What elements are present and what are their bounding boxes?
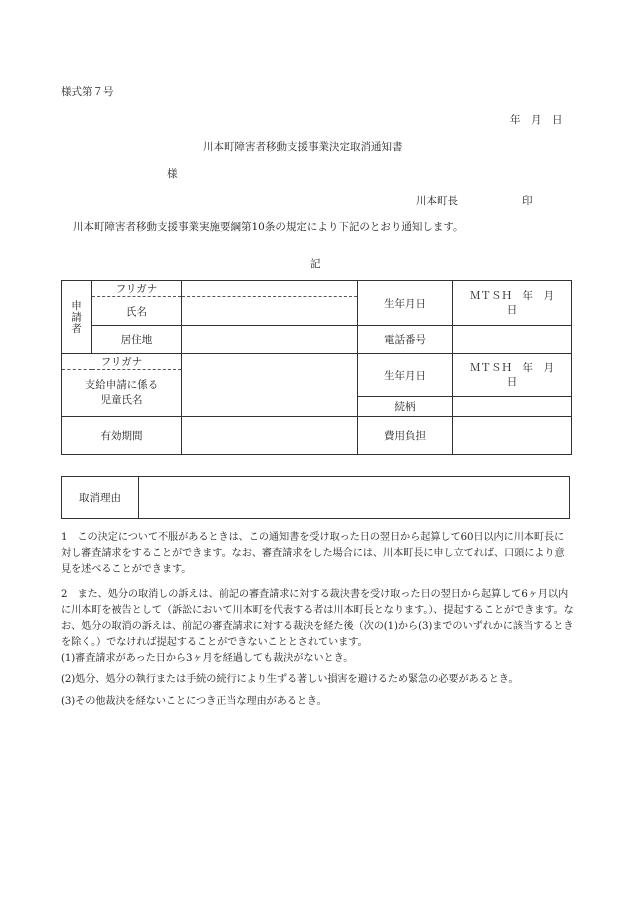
cost-field[interactable]: [453, 417, 572, 455]
applicant-label-cell: [62, 281, 92, 354]
name-label: 氏名: [92, 297, 182, 326]
note-item-1: (1)審査請求があった日から3ヶ月を経過しても裁決がないとき。: [61, 653, 354, 664]
form-number: 様式第７号: [61, 86, 114, 98]
cost-label: 費用負担: [358, 417, 453, 455]
cancel-reason-label: 取消理由: [62, 477, 139, 518]
child-era-line: ＭＴＳＨ 年 月: [470, 362, 554, 374]
child-day-label: 日: [506, 376, 518, 388]
address-label: 居住地: [92, 326, 182, 354]
note-item-3: (3)その他裁決を経ないことにつき正当な理由があるとき。: [61, 696, 327, 707]
intro-text: 川本町障害者移動支援事業実施要綱第10条の規定により下記のとおり通知します。: [73, 221, 464, 233]
validity-label: 有効期間: [62, 417, 182, 455]
seal-mark: 印: [522, 195, 533, 207]
child-birthdate-label: 生年月日: [358, 354, 453, 397]
applicant-label: 申請者: [70, 299, 82, 335]
child-name-field[interactable]: [182, 354, 358, 417]
document-title: 川本町障害者移動支援事業決定取消通知書: [203, 141, 403, 153]
mayor-label: 川本町長: [416, 195, 458, 207]
ki-heading: 記: [310, 258, 321, 270]
cancel-reason-field[interactable]: [139, 477, 569, 518]
cancel-reason-box: [61, 476, 570, 519]
child-furigana-label: フリガナ: [62, 354, 182, 370]
validity-field[interactable]: [182, 417, 358, 455]
child-name-label: [62, 370, 182, 417]
relation-field[interactable]: [453, 397, 572, 417]
addressee-suffix: 様: [167, 168, 178, 180]
date-line: 年 月 日: [510, 114, 563, 126]
name-field[interactable]: [182, 297, 358, 326]
child-label-line2: 児童氏名: [100, 394, 143, 406]
address-field[interactable]: [182, 326, 358, 354]
child-label-line1: 支給申請に係る: [84, 379, 159, 391]
birthdate-field[interactable]: [453, 281, 572, 326]
furigana-field[interactable]: [182, 281, 358, 297]
phone-field[interactable]: [453, 326, 572, 354]
phone-label: 電話番号: [358, 326, 453, 354]
child-birthdate-field[interactable]: [453, 354, 572, 397]
note-item-2: (2)処分、処分の執行または手続の続行により生ずる著しい損害を避けるため緊急の必要があるとき。: [61, 674, 519, 685]
relation-label: 続柄: [358, 397, 453, 417]
day-label: 日: [506, 304, 518, 316]
note-2: 2 また、処分の取消しの訴えは、前記の審査請求に対する裁決書を受け取った日の翌日から起算して6ヶ月以内に川本町を被告として（訴訟において川本町を代表する者は川本町長となります。）、提起することができます。なお、処分の取消の訴えは、前記の審査請求に対する裁決を経た後（次の(1)から(3)までのいずれかに該当するときを除く。）でなければ提起することができないこととされています。: [61, 589, 574, 648]
era-line: ＭＴＳＨ 年 月: [470, 290, 554, 302]
birthdate-label: 生年月日: [358, 281, 453, 326]
note-1: 1 この決定について不服があるときは、この通知書を受け取った日の翌日から起算して60日以内に川本町長に対し審査請求をすることができます。なお、審査請求をした場合には、川本町長に申し立てれば、口頭により意見を述べることができます。: [61, 532, 565, 575]
applicant-table: [61, 280, 572, 455]
furigana-label: フリガナ: [92, 281, 182, 297]
